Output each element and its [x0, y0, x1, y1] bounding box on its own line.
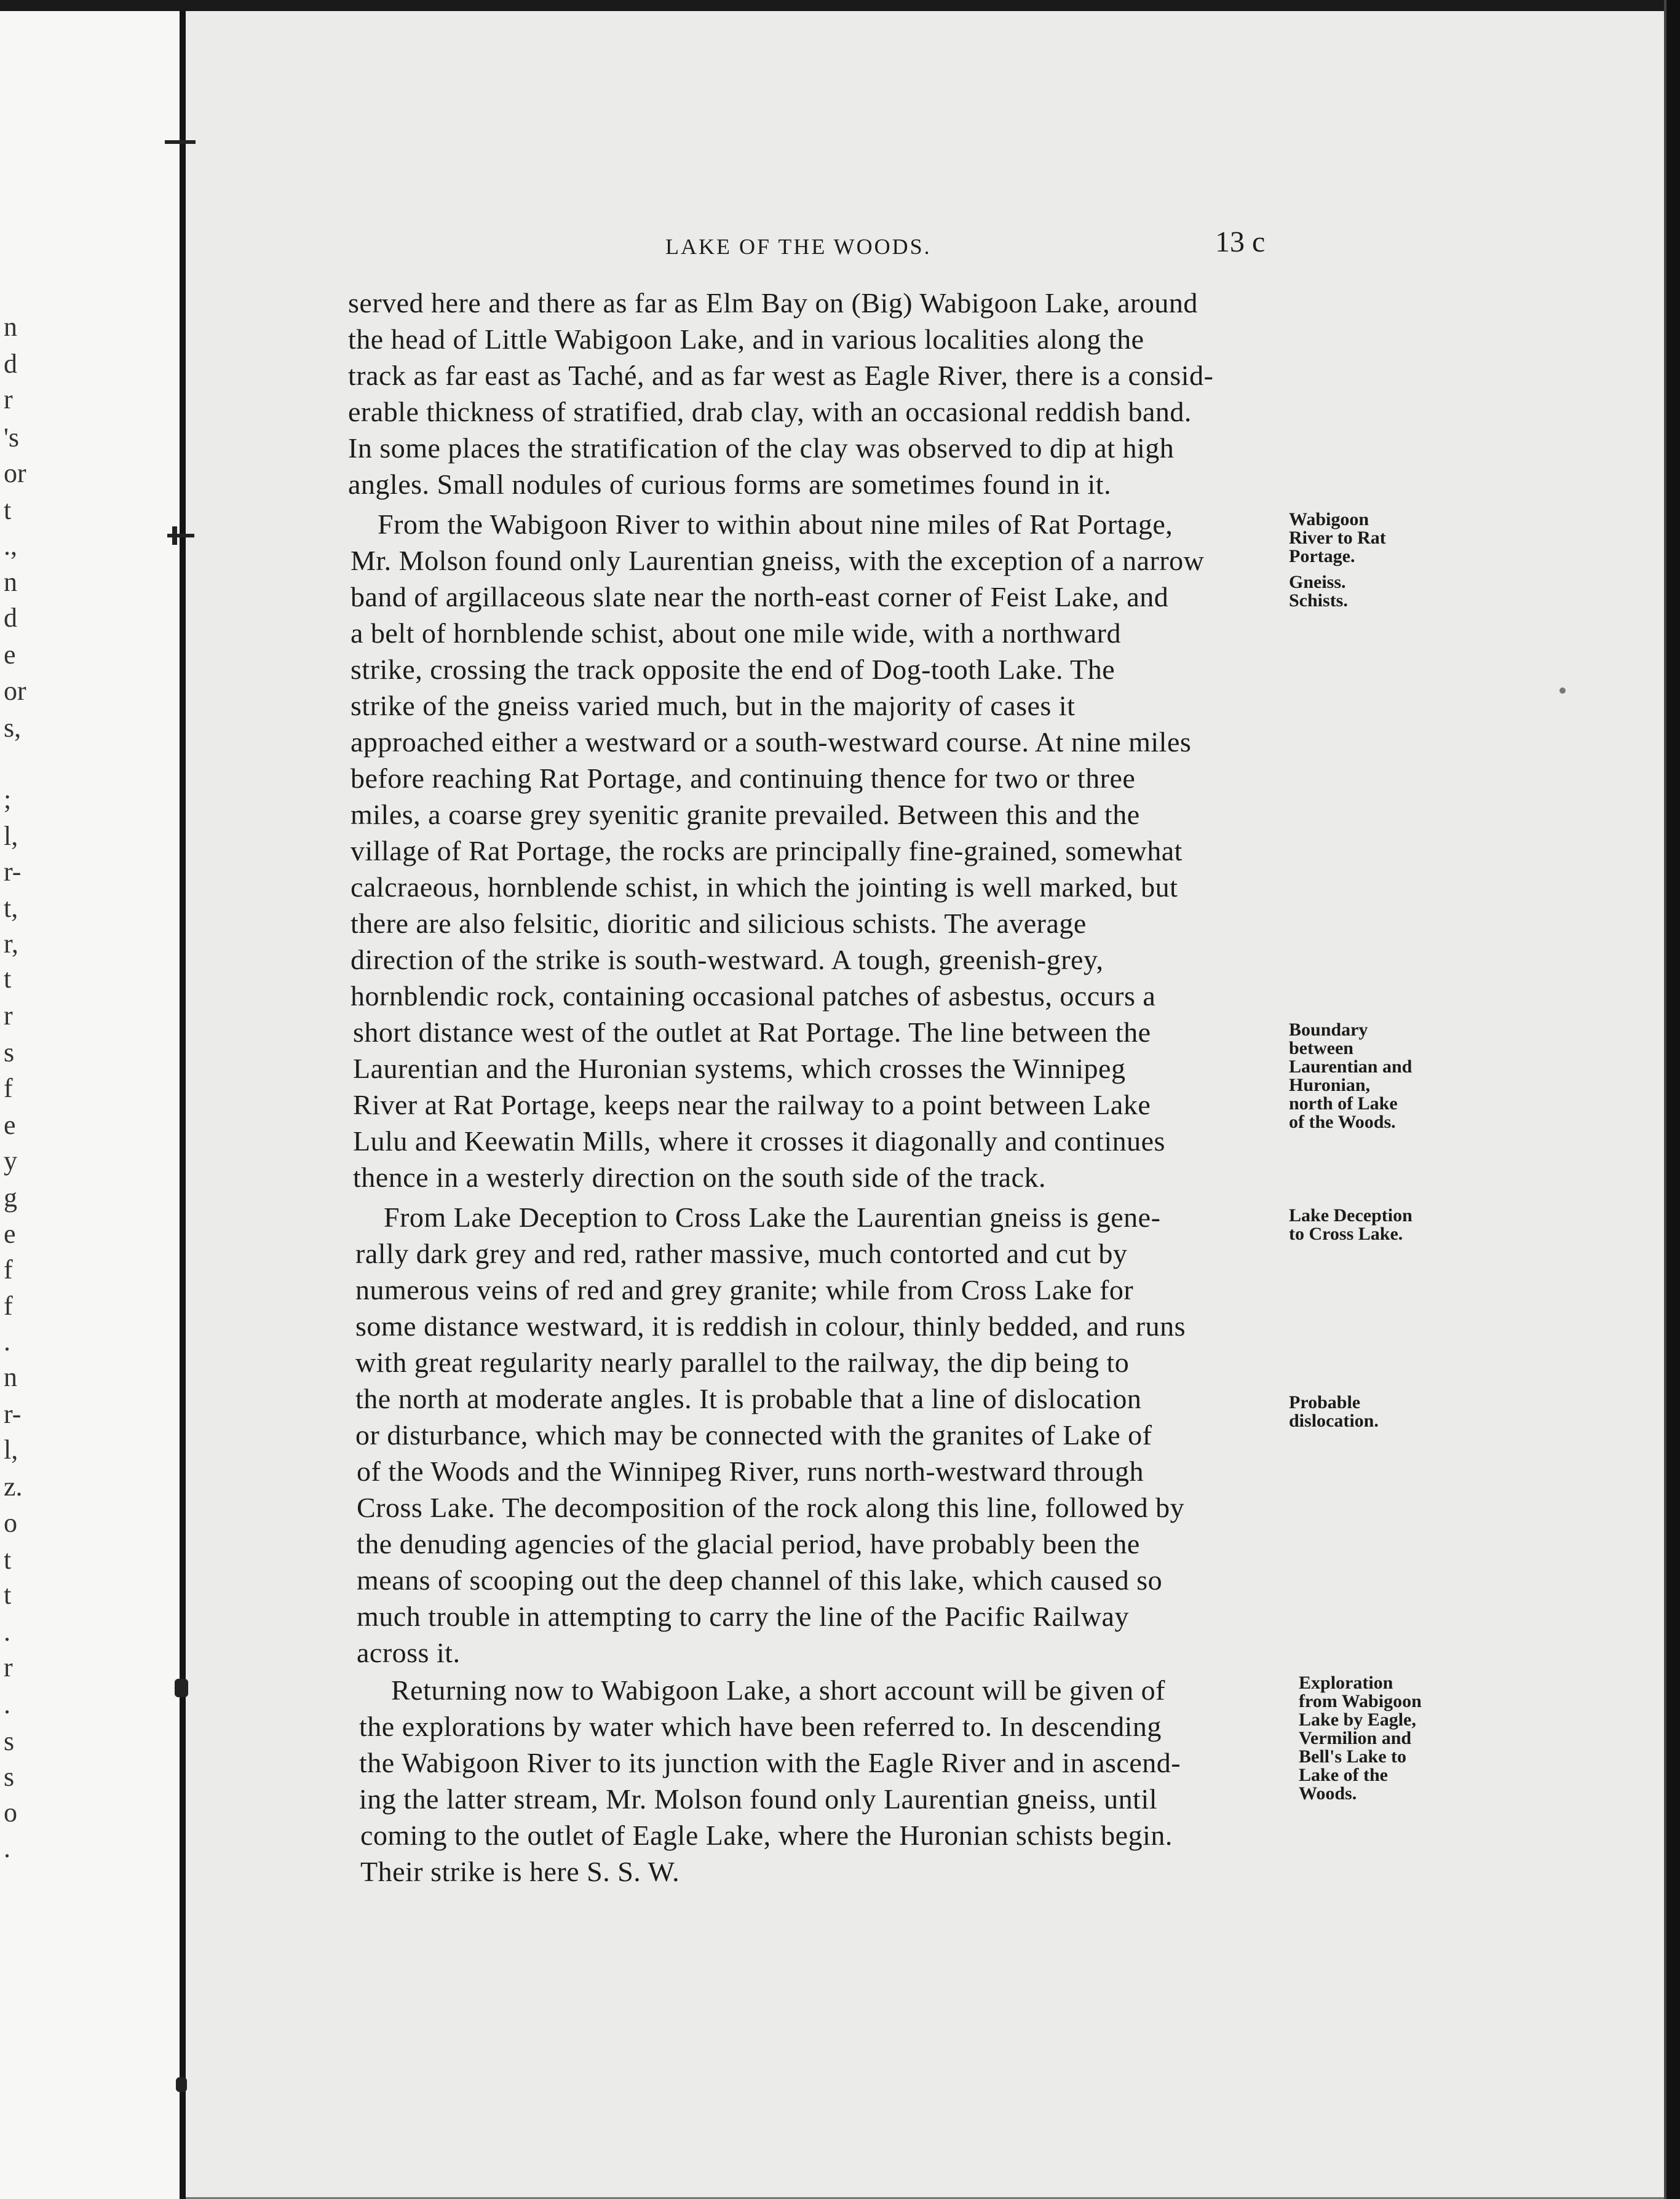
- facing-page-fragment: r: [4, 384, 13, 414]
- body-line: track as far east as Taché, and as far west as Eagle River, there is a consid-: [348, 360, 1214, 391]
- body-line: From the Wabigoon River to within about nine miles of Rat Portage,: [378, 509, 1173, 540]
- body-line: angles. Small nodules of curious forms are sometimes found in it.: [348, 469, 1112, 500]
- body-line: before reaching Rat Portage, and continuing thence for two or three: [351, 763, 1136, 794]
- body-line: short distance west of the outlet at Rat Portage. The line between the: [353, 1016, 1151, 1048]
- body-line: the denuding agencies of the glacial period, have probably been the: [357, 1528, 1140, 1559]
- facing-page-fragment: t: [4, 495, 12, 525]
- facing-page-fragment: g: [4, 1183, 17, 1213]
- side-note-line: Bell's Lake to: [1299, 1746, 1407, 1767]
- body-line: approached either a westward or a south-westward course. At nine miles: [351, 726, 1192, 758]
- body-line: numerous veins of red and grey granite; while from Cross Lake for: [355, 1274, 1134, 1306]
- binding-mark: [167, 534, 194, 537]
- body-line: strike, crossing the track opposite the end of Dog-tooth Lake. The: [351, 654, 1115, 685]
- body-line: Laurentian and the Huronian systems, which crosses the Winnipeg: [353, 1053, 1126, 1084]
- facing-page-fragment: n: [4, 567, 17, 597]
- body-line: across it.: [357, 1637, 461, 1668]
- paper-speck: [1559, 687, 1566, 694]
- body-line: strike of the gneiss varied much, but in the majority of cases it: [351, 690, 1076, 721]
- body-line: rally dark grey and red, rather massive, much contorted and cut by: [355, 1238, 1128, 1269]
- facing-page-fragment: t: [4, 1580, 12, 1610]
- facing-page-fragment: f: [4, 1291, 13, 1321]
- body-line: there are also felsitic, dioritic and silicious schists. The average: [351, 908, 1087, 939]
- side-note-line: from Wabigoon: [1299, 1691, 1422, 1711]
- facing-page-fragment: e: [4, 640, 16, 670]
- side-note-line: Boundary: [1289, 1020, 1368, 1040]
- body-line: In some places the stratification of the clay was observed to dip at high: [348, 432, 1175, 464]
- facing-page-fragment: .: [4, 1617, 10, 1647]
- body-line: of the Woods and the Winnipeg River, runs north-westward through: [357, 1456, 1144, 1487]
- body-line: some distance westward, it is reddish in colour, thinly bedded, and runs: [355, 1310, 1186, 1342]
- facing-page-fragment: t: [4, 1545, 12, 1575]
- facing-page-fragment: o: [4, 1508, 17, 1538]
- side-note-line: River to Rat: [1289, 528, 1386, 548]
- facing-page-fragment: l,: [4, 1435, 18, 1465]
- side-note-line: Lake by Eagle,: [1299, 1710, 1416, 1730]
- body-line: or disturbance, which may be connected with the granites of Lake of: [355, 1419, 1152, 1451]
- facing-page-fragment: r,: [4, 929, 18, 959]
- facing-page-fragment: l,: [4, 821, 18, 851]
- page-number: 13 c: [1215, 226, 1266, 258]
- facing-page-fragment: d: [4, 603, 17, 633]
- facing-page-fragment: or: [4, 676, 26, 706]
- body-line: a belt of hornblende schist, about one mile wide, with a northward: [351, 617, 1121, 649]
- body-line: the explorations by water which have been referred to. In descending: [359, 1711, 1162, 1742]
- side-note-probable-dislocation: [1289, 1393, 1379, 1430]
- facing-page-fragment: r: [4, 1000, 13, 1031]
- facing-page-fragment: 's: [4, 422, 20, 453]
- side-note-lake-deception: [1289, 1206, 1413, 1243]
- binding-mark: [165, 140, 196, 144]
- facing-page-fragment: r-: [4, 857, 22, 887]
- body-line: Lulu and Keewatin Mills, where it crosses it diagonally and continues: [353, 1125, 1165, 1157]
- body-line: band of argillaceous slate near the north-east corner of Feist Lake, and: [351, 581, 1169, 612]
- side-note-line: north of Lake: [1289, 1093, 1398, 1114]
- facing-page-fragment: .: [4, 1689, 10, 1719]
- facing-page-fragment: s,: [4, 713, 22, 743]
- facing-page-fragment: r-: [4, 1399, 22, 1429]
- side-note-line: Huronian,: [1289, 1075, 1370, 1095]
- facing-page-fragment: e: [4, 1110, 16, 1140]
- body-line: ing the latter stream, Mr. Molson found only Laurentian gneiss, until: [359, 1783, 1158, 1815]
- body-line: From Lake Deception to Cross Lake the Laurentian gneiss is gene-: [384, 1202, 1161, 1233]
- facing-page-fragment: or: [4, 458, 26, 488]
- facing-page-fragment: z.: [4, 1472, 23, 1502]
- side-note-gneiss-schists: [1289, 573, 1348, 610]
- side-note-line: Portage.: [1289, 546, 1355, 566]
- side-note-line: to Cross Lake.: [1289, 1224, 1403, 1244]
- facing-page-fragment: s: [4, 1762, 15, 1792]
- body-line: Their strike is here S. S. W.: [360, 1856, 680, 1887]
- facing-page-margin: [0, 0, 184, 2199]
- body-line: direction of the strike is south-westward. A tough, greenish-grey,: [351, 944, 1104, 975]
- body-line: the Wabigoon River to its junction with the Eagle River and in ascend-: [359, 1747, 1181, 1778]
- side-note-boundary: [1289, 1021, 1412, 1131]
- body-line: miles, a coarse grey syenitic granite prevailed. Between this and the: [351, 799, 1140, 830]
- binding-mark: [172, 526, 177, 545]
- side-note-line: Vermilion and: [1299, 1728, 1412, 1748]
- side-note-line: Lake of the: [1299, 1765, 1388, 1785]
- body-line: with great regularity nearly parallel to the railway, the dip being to: [355, 1347, 1130, 1378]
- side-note-line: Wabigoon: [1289, 509, 1369, 529]
- body-line: coming to the outlet of Eagle Lake, where the Huronian schists begin.: [360, 1820, 1173, 1851]
- facing-page-fragment: n: [4, 1362, 17, 1392]
- side-note-line: Laurentian and: [1289, 1056, 1413, 1077]
- facing-page-fragment: f: [4, 1073, 13, 1103]
- facing-page-fragment: o: [4, 1797, 17, 1828]
- side-note-line: between: [1289, 1038, 1353, 1058]
- body-line: Cross Lake. The decomposition of the rock along this line, followed by: [357, 1492, 1185, 1523]
- side-note-line: Probable: [1289, 1392, 1361, 1413]
- right-edge: [1666, 0, 1680, 2199]
- body-line: Mr. Molson found only Laurentian gneiss, with the exception of a narrow: [351, 545, 1205, 576]
- body-line: hornblendic rock, containing occasional patches of asbestus, occurs a: [351, 980, 1156, 1012]
- facing-page-fragment: ;: [4, 784, 12, 814]
- side-note-line: Schists.: [1289, 590, 1348, 611]
- side-note-line: Lake Deception: [1289, 1205, 1413, 1226]
- body-line: the head of Little Wabigoon Lake, and in various localities along the: [348, 323, 1144, 355]
- facing-page-fragment: t: [4, 964, 12, 994]
- body-line: much trouble in attempting to carry the line of the Pacific Railway: [357, 1601, 1129, 1632]
- facing-page-fragment: t,: [4, 893, 18, 923]
- side-note-line: of the Woods.: [1289, 1112, 1396, 1132]
- side-note-line: Exploration: [1299, 1673, 1393, 1693]
- side-note-line: Gneiss.: [1289, 572, 1346, 592]
- body-line: calcraeous, hornblende schist, in which the jointing is well marked, but: [351, 871, 1178, 903]
- side-note-line: Woods.: [1299, 1783, 1357, 1804]
- side-note-line: dislocation.: [1289, 1411, 1379, 1431]
- body-line: the north at moderate angles. It is probable that a line of dislocation: [355, 1383, 1142, 1414]
- facing-page-fragment: y: [4, 1146, 17, 1176]
- body-line: erable thickness of stratified, drab clay, with an occasional reddish band.: [348, 396, 1192, 427]
- body-line: Returning now to Wabigoon Lake, a short account will be given of: [391, 1674, 1165, 1706]
- side-note-wabigoon-river: [1289, 510, 1386, 566]
- facing-page-fragment: e: [4, 1219, 16, 1249]
- facing-page-fragment: n: [4, 312, 17, 342]
- facing-page-fragment: r: [4, 1652, 13, 1682]
- facing-page-fragment: f: [4, 1254, 13, 1285]
- page-gutter-shadow: [180, 0, 186, 2199]
- facing-page-fragment: .,: [4, 531, 17, 561]
- facing-page-fragment: .: [4, 1833, 10, 1863]
- facing-page-fragment: s: [4, 1726, 15, 1756]
- running-title: LAKE OF THE WOODS.: [665, 234, 932, 259]
- facing-page-fragment: .: [4, 1326, 10, 1357]
- binding-mark: [176, 2077, 187, 2092]
- binding-mark: [175, 1679, 188, 1697]
- top-edge: [0, 0, 1680, 11]
- body-line: village of Rat Portage, the rocks are principally fine-grained, somewhat: [351, 835, 1183, 866]
- body-line: River at Rat Portage, keeps near the railway to a point between Lake: [353, 1089, 1151, 1120]
- body-line: thence in a westerly direction on the south side of the track.: [353, 1162, 1046, 1193]
- body-line: served here and there as far as Elm Bay on (Big) Wabigoon Lake, around: [348, 287, 1198, 319]
- facing-page-fragment: s: [4, 1037, 15, 1068]
- facing-page-fragment: d: [4, 349, 17, 379]
- side-note-exploration: [1299, 1674, 1422, 1803]
- body-line: means of scooping out the deep channel of this lake, which caused so: [357, 1564, 1163, 1596]
